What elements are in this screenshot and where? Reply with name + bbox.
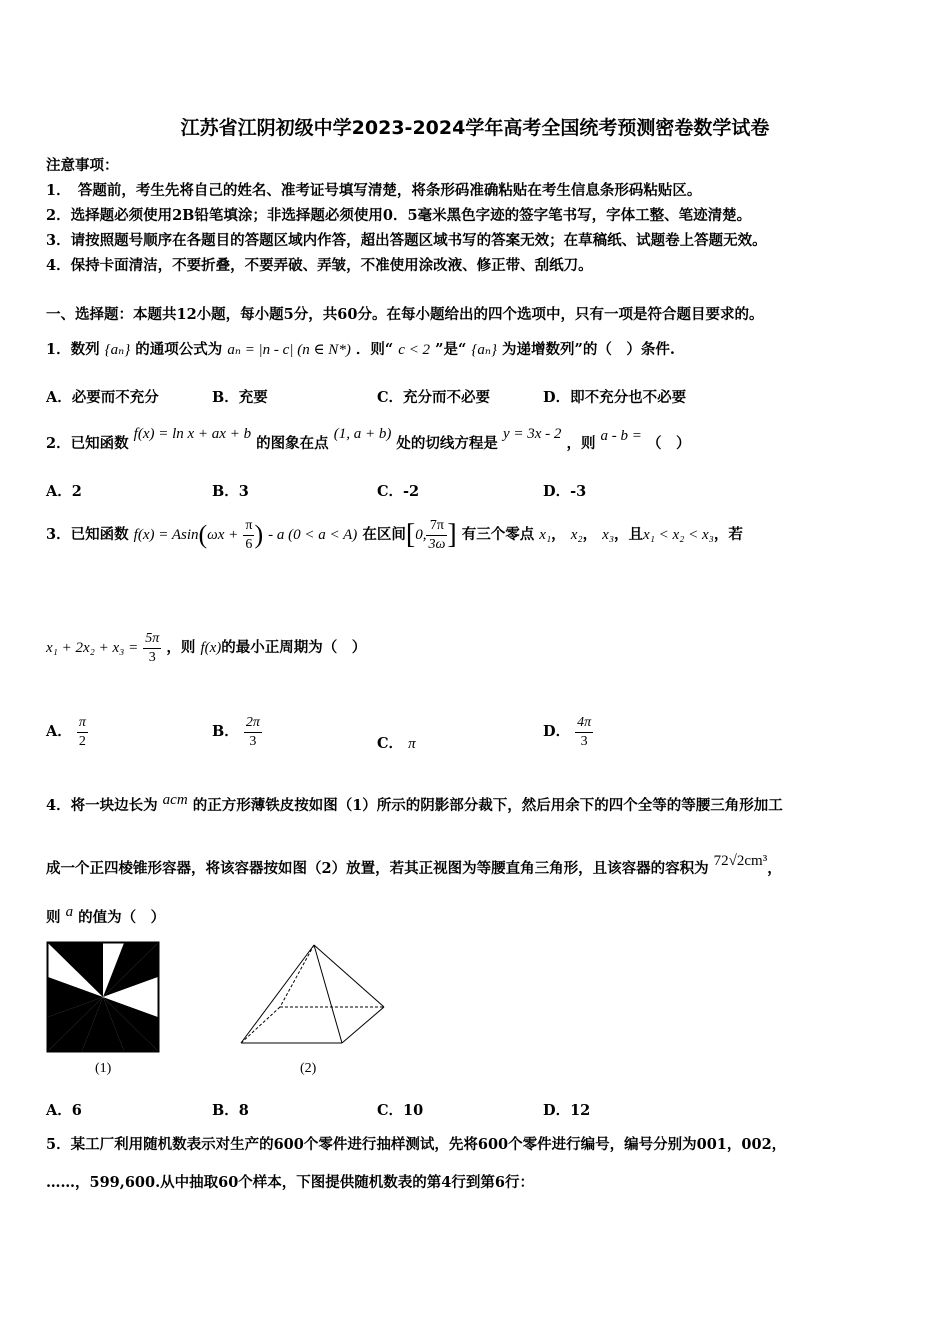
question-4-line-3 <box>46 906 165 927</box>
q1-text-5: 为递增数列”的（ ）条件. <box>502 341 675 358</box>
q3-fx: f(x) <box>200 640 222 656</box>
q3-text-5: ，若 <box>713 526 743 543</box>
q3-function-right: - a (0 < a < A) <box>268 527 358 543</box>
question-4-line-1 <box>46 794 783 815</box>
q2-function: f(x) = ln x + ax + b <box>133 426 252 442</box>
q3-text-2: 在区间 <box>362 526 406 543</box>
q4-text-6: 的值为（ ） <box>78 909 166 926</box>
q1-formula: aₙ = |n - c| (n ∈ N*) <box>227 342 351 358</box>
q3-sum: x₁ + 2x₂ + x₃ = <box>46 640 139 656</box>
q2-text-2: 的图象在点 <box>256 435 329 452</box>
question-5-line-2: ……，599,600.从中抽取60个样本，下图提供随机数表的第4行到第6行： <box>46 1174 534 1191</box>
q3-function-left: f(x) = Asin <box>133 527 199 543</box>
q4-a: acm <box>162 792 188 808</box>
q4-text-3: 成一个正四棱锥形容器，将该容器按如图（2）放置，若其正视图为等腰直角三角形，且该容器的容积为 <box>46 860 709 877</box>
q4-option-b: B．8 <box>212 1102 249 1119</box>
q2-text-3: 处的切线方程是 <box>396 435 498 452</box>
q3-five-pi-over-3: $\frac{5\pi}{3}$ <box>145 630 160 665</box>
question-5-line-1: 5．某工厂利用随机数表示对生产的600个零件进行抽样测试，先将600个零件进行编号，编号分别为001，002， <box>46 1136 787 1153</box>
question-2 <box>46 426 691 453</box>
q3-x3: x₃ <box>602 527 615 543</box>
q2-option-d: D．-3 <box>543 483 587 500</box>
q4-text-2: 的正方形薄铁皮按如图（1）所示的阴影部分裁下，然后用余下的四个全等的等腰三角形加工 <box>192 797 783 814</box>
notice-heading: 注意事项： <box>46 157 119 174</box>
question-4-line-2 <box>46 853 782 878</box>
q1-option-d: D．即不充分也不必要 <box>543 389 687 406</box>
q4-option-d: D．12 <box>543 1102 591 1119</box>
q2-text-4: ，则 <box>566 435 596 452</box>
q1-sequence-2: {aₙ} <box>471 342 497 358</box>
notice-item-2: 2．选择题必须使用2B铅笔填涂；非选择题必须使用0．5毫米黑色字迹的签字笔书写，字体工整、笔迹清楚。 <box>46 207 752 224</box>
q1-text-2: 的通项公式为 <box>135 341 223 358</box>
q2-option-c: C．-2 <box>377 483 420 500</box>
q4-volume: 72√2cm³ <box>713 853 768 869</box>
q3-text-1: 3．已知函数 <box>46 526 129 543</box>
q4-a-2: a <box>65 904 74 920</box>
section-heading: 一、选择题：本题共12小题，每小题5分，共60分。在每小题给出的四个选项中，只有一项是符合题目要求的。 <box>46 306 764 323</box>
figure-2-pyramid <box>238 942 388 1050</box>
figure-1-square <box>46 941 162 1055</box>
q4-option-c: C．10 <box>377 1102 424 1119</box>
q3-interval-left: 0, <box>415 527 427 543</box>
question-3: 3．已知函数 f(x) = Asin(ωx + $\frac{\pi}{6}$ ) - a (0 < a < A) 在区间[0, $\frac{7\pi}{3\omega}$ ] 有三个零点 x₁， x₂， x₃，且x₁ < x₂ < x₃，若 <box>46 517 743 552</box>
notice-item-3: 3．请按照题号顺序在各题目的答题区域内作答，超出答题区域书写的答案无效；在草稿纸、试题卷上答题无效。 <box>46 232 767 249</box>
q3-x2: x₂ <box>570 527 583 543</box>
q3-text-4: ，且 <box>614 526 644 543</box>
q2-option-a: A．2 <box>46 483 82 500</box>
q3-option-d: D． $\frac{4\pi}{3}$ <box>543 714 592 749</box>
q3-text-3: 有三个零点 <box>461 526 535 543</box>
q2-option-b: B．3 <box>212 483 249 500</box>
q3-pi-over-6: $\frac{\pi}{6}$ <box>245 517 253 552</box>
q3-option-c: C． π <box>377 735 416 752</box>
q1-condition: c < 2 <box>398 342 431 358</box>
q1-text-3: ．则“ <box>355 341 394 358</box>
q2-text-1: 2．已知函数 <box>46 435 129 452</box>
q4-text-1: 4．将一块边长为 <box>46 797 158 814</box>
question-3-cont <box>46 628 366 668</box>
q2-point: (1, a + b) <box>333 426 392 442</box>
q3-x1: x₁ <box>539 527 552 543</box>
page-title: 江苏省江阴初级中学2023-2024学年高考全国统考预测密卷数学试卷 <box>180 117 770 139</box>
question-1 <box>46 338 675 359</box>
q4-text-4: ， <box>767 860 782 877</box>
notice-item-4: 4．保持卡面清洁，不要折叠，不要弄破、弄皱，不准使用涂改液、修正带、刮纸刀。 <box>46 257 593 274</box>
q4-text-5: 则 <box>46 909 61 926</box>
q1-option-b: B．充要 <box>212 389 268 406</box>
q2-tangent-line: y = 3x - 2 <box>502 426 562 442</box>
q1-text-1: 1．数列 <box>46 341 100 358</box>
q2-expression: a - b = <box>600 428 642 444</box>
q3-text-7: 的最小正周期为（ ） <box>221 639 367 656</box>
q3-order: x₁ < x₂ < x₃ <box>643 527 714 543</box>
q3-option-b: B． $\frac{2\pi}{3}$ <box>212 714 260 749</box>
q3-option-a: A． $\frac{\pi}{2}$ <box>46 714 86 749</box>
q1-sequence: {aₙ} <box>104 342 131 358</box>
q3-text-6: ，则 <box>166 639 196 656</box>
q3-function-arg: ωx + <box>207 527 239 543</box>
figure-2-caption: (2) <box>300 1061 317 1076</box>
q1-text-4: ”是“ <box>435 341 467 358</box>
q4-option-a: A．6 <box>46 1102 82 1119</box>
notice-item-1: 1． 答题前，考生先将自己的姓名、准考证号填写清楚，将条形码准确粘贴在考生信息条形码粘贴区。 <box>46 182 702 199</box>
q3-interval-right: $\frac{7\pi}{3\omega}$ <box>428 517 446 552</box>
q2-text-5: （ ） <box>646 435 691 452</box>
figure-1-caption: (1) <box>95 1061 112 1076</box>
q1-option-c: C．充分而不必要 <box>377 389 491 406</box>
q1-option-a: A．必要而不充分 <box>46 389 159 406</box>
